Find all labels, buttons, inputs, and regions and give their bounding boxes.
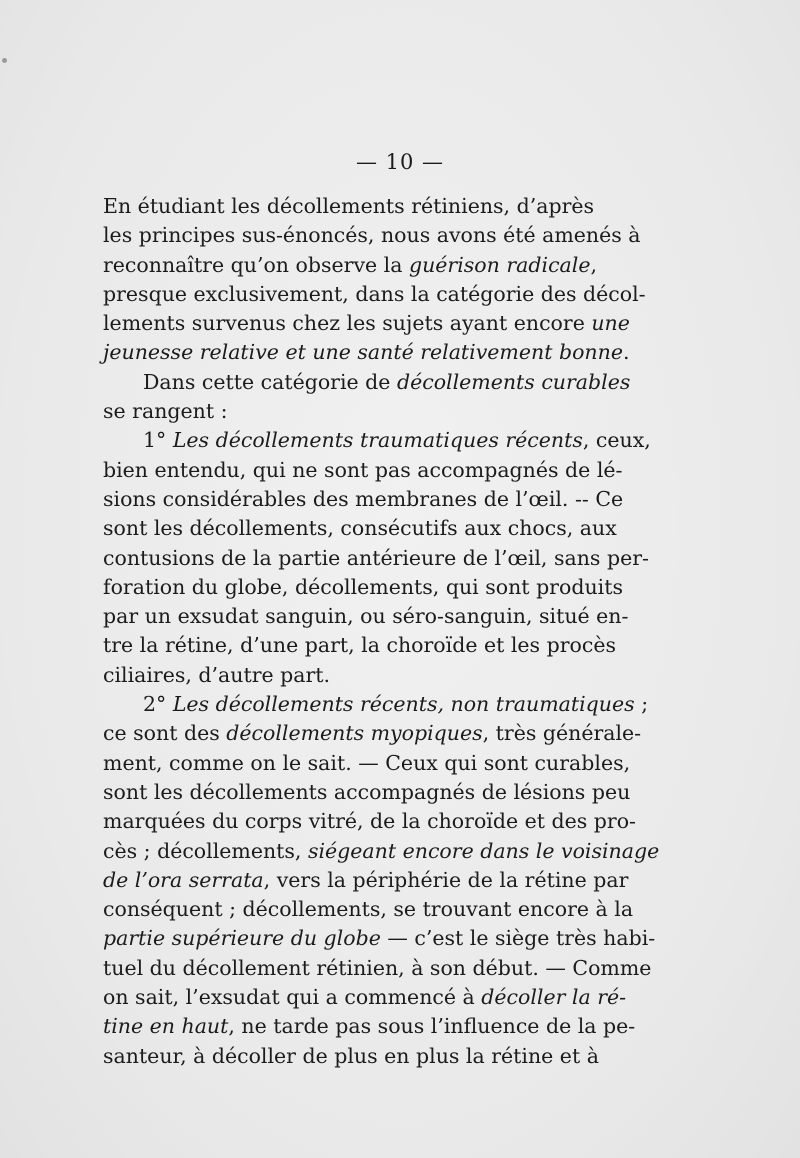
text-run: tre la rétine, d’une part, la choroïde et les procès (103, 633, 616, 658)
text-run: contusions de la partie antérieure de l’œil, sans per- (103, 545, 649, 570)
italic-text: décoller la ré- (481, 985, 627, 1010)
text-run: par un exsudat sanguin, ou séro-sanguin, situé en- (103, 604, 629, 629)
text-line (103, 690, 649, 719)
text-line (103, 338, 630, 367)
text-line (103, 602, 629, 631)
text-line (103, 924, 656, 953)
text-run: , très générale- (482, 721, 642, 746)
text-run: , (590, 252, 597, 277)
text-line (103, 573, 623, 602)
text-run: — c’est le siège très habi- (380, 926, 656, 951)
text-line (103, 514, 617, 543)
text-run: ce sont des (103, 721, 227, 746)
text-run: Dans cette catégorie de (143, 369, 397, 394)
text-run: En étudiant les décollements rétiniens, d’après (103, 194, 595, 218)
text-line (103, 954, 652, 983)
text-run: 2° (143, 692, 173, 717)
text-run: ; (634, 692, 649, 717)
text-run: santeur, à décoller de plus en plus la rétine et à (103, 1043, 599, 1068)
text-run: . (622, 340, 630, 365)
text-run: cès ; décollements, (103, 838, 308, 863)
text-line (103, 280, 646, 309)
text-run: les principes sus-énoncés, nous avons été amenés à (103, 223, 641, 248)
italic-text: de l’ora serrata (103, 867, 264, 892)
text-line (103, 661, 591, 690)
text-run: sont les décollements accompagnés de lésions peu (103, 779, 631, 804)
text-line (103, 368, 631, 397)
text-line (103, 631, 616, 660)
italic-text: Les décollements récents, non traumatiques (172, 692, 635, 717)
text-run: sont les décollements, consécutifs aux chocs, aux (103, 516, 617, 541)
text-run: on sait, l’exsudat qui a commencé à (103, 985, 482, 1010)
text-run: tuel du décollement rétinien, à son début. — Comme (103, 955, 652, 980)
text-line (103, 1042, 599, 1071)
text-line (103, 807, 636, 836)
text-run: , vers la périphérie de la rétine par (263, 867, 629, 892)
text-run: , ne tarde pas sous l’influence de la pe- (228, 1014, 636, 1039)
text-run: ment, comme on le sait. — Ceux qui sont curables, (103, 750, 631, 775)
text-line (103, 192, 595, 221)
text-line (103, 1012, 636, 1041)
text-line (103, 251, 597, 280)
italic-text: décollements myopiques (226, 721, 483, 746)
text-line (103, 719, 642, 748)
italic-text: décollements curables (396, 369, 631, 394)
page-number: — 10 — (355, 150, 445, 174)
text-line (103, 221, 641, 250)
text-run: se rangent : (103, 399, 228, 424)
text-line (103, 397, 591, 426)
text-run: marquées du corps vitré, de la choroïde et des pro- (103, 809, 636, 834)
body-text (103, 192, 660, 1071)
text-line (103, 895, 634, 924)
italic-text: partie supérieure du globe (103, 926, 381, 951)
italic-text: tine en haut (103, 1014, 229, 1039)
text-line (103, 309, 630, 338)
text-line (103, 778, 631, 807)
text-run: lements survenus chez les sujets ayant encore (103, 311, 592, 336)
text-run: reconnaître qu’on observe la (103, 252, 409, 277)
text-run: bien entendu, qui ne sont pas accompagnés de lé- (103, 457, 623, 482)
text-line (103, 983, 627, 1012)
text-line (103, 544, 649, 573)
text-run: presque exclusivement, dans la catégorie des décol- (103, 281, 646, 306)
text-run: ciliaires, d’autre part. (103, 662, 331, 687)
text-run: , ceux, (582, 428, 651, 453)
italic-text: guérison radicale (408, 252, 591, 277)
text-line (103, 485, 624, 514)
italic-text: jeunesse relative et une santé relativement bonne (103, 340, 623, 365)
italic-text: siégeant encore dans le voisinage (307, 838, 660, 863)
text-line (103, 426, 651, 455)
text-run: foration du globe, décollements, qui sont produits (103, 574, 623, 599)
italic-text: une (591, 311, 630, 336)
italic-text: Les décollements traumatiques récents (172, 428, 583, 453)
margin-speck (2, 58, 7, 63)
text-line (103, 456, 623, 485)
text-line (103, 749, 631, 778)
text-line (103, 866, 629, 895)
text-line (103, 837, 660, 866)
text-run: 1° (143, 428, 173, 453)
text-run: conséquent ; décollements, se trouvant encore à la (103, 897, 634, 922)
text-run: sions considérables des membranes de l’œil. -- Ce (103, 486, 624, 511)
